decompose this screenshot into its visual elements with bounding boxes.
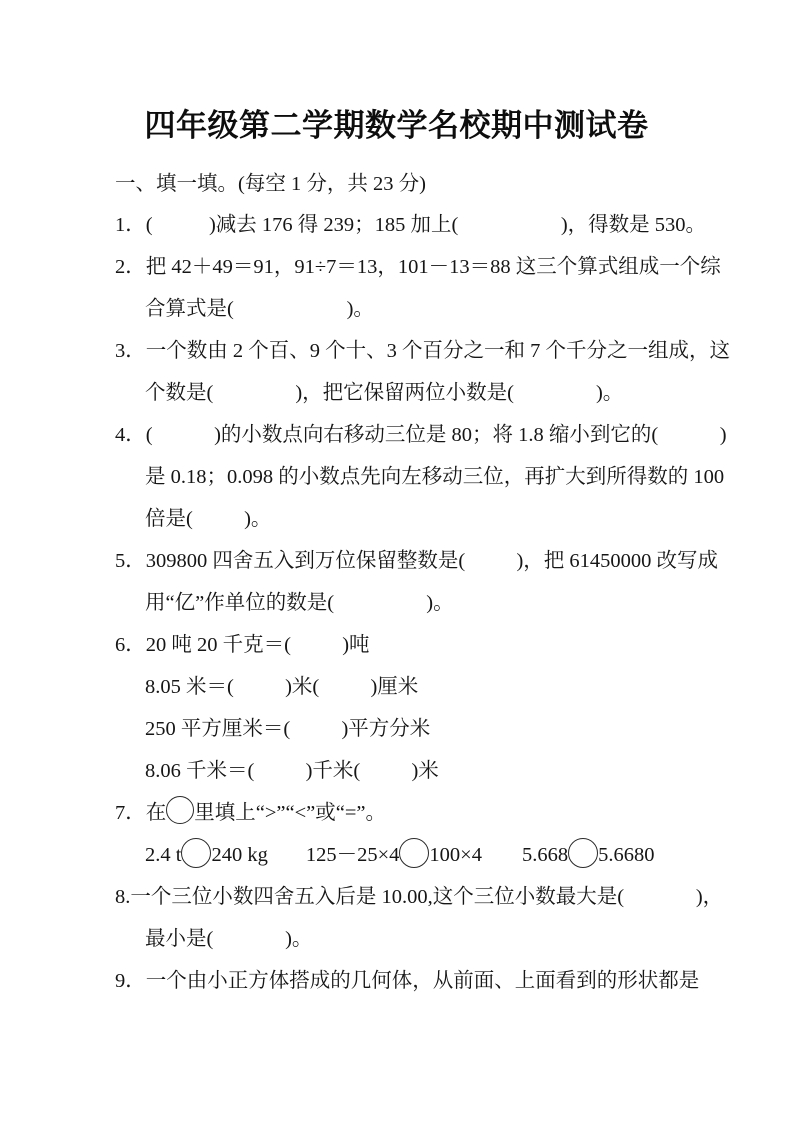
- question-6-line: [115, 624, 703, 666]
- question-4-line: [115, 456, 725, 498]
- question-4-line: [115, 414, 727, 456]
- question-6-line: [115, 708, 703, 750]
- question-text: 5．309800 四舍五入到万位保留整数是( )，把 61450000 改写成: [115, 550, 719, 572]
- question-text: 125－25×4: [305, 844, 400, 866]
- question-text: 240 kg: [211, 844, 268, 866]
- question-text: 个数是( )，把它保留两位小数是( )。: [145, 382, 624, 404]
- question-2-line: [115, 246, 721, 288]
- question-text: 8.05 米＝( )米( )厘米: [145, 676, 419, 698]
- question-text: 4．( )的小数点向右移动三位是 80；将 1.8 缩小到它的( ): [115, 424, 727, 446]
- comparison-circle: [166, 796, 194, 824]
- page-title: 四年级第二学期数学名校期中测试卷: [144, 108, 649, 143]
- question-text: 2.4 t: [145, 844, 182, 866]
- question-8-line: [115, 876, 724, 918]
- question-6-line: [115, 750, 703, 792]
- question-text: 最小是( )。: [145, 928, 313, 950]
- section-heading: 一、填一填。(每空 1 分，共 23 分): [115, 173, 426, 195]
- comparison-circle: [399, 838, 429, 868]
- question-1-line: [115, 204, 707, 246]
- question-2-line: [115, 288, 703, 330]
- question-text: 7．在: [115, 802, 167, 824]
- question-3-line: [115, 372, 703, 414]
- question-text: 里填上“>”“<”或“=”。: [194, 802, 387, 824]
- question-9-line: [115, 960, 703, 1002]
- question-4-line: [115, 498, 703, 540]
- question-7-line: [115, 792, 703, 834]
- question-text: 3．一个数由 2 个百、9 个十、3 个百分之一和 7 个千分之一组成，这: [115, 340, 730, 362]
- question-3-line: [115, 330, 730, 372]
- question-text: 2．把 42＋49＝91，91÷7＝13，101－13＝88 这三个算式组成一个综: [115, 256, 721, 278]
- question-text: 用“亿”作单位的数是( )。: [145, 592, 454, 614]
- comparison-circle: [181, 838, 211, 868]
- question-text: 8.一个三位小数四舍五入后是 10.00,这个三位小数最大是( )，: [115, 886, 724, 908]
- question-text: 是 0.18；0.098 的小数点先向左移动三位，再扩大到所得数的 100: [145, 466, 725, 488]
- question-text: 倍是( )。: [145, 508, 272, 530]
- question-text: 1．( )减去 176 得 239；185 加上( )，得数是 530。: [115, 214, 707, 236]
- question-8-line: [115, 918, 703, 960]
- question-text: 5.6680: [598, 844, 655, 866]
- questions: [115, 204, 730, 1002]
- spacer: [482, 860, 522, 861]
- question-5-line: [115, 540, 719, 582]
- question-text: 250 平方厘米＝( )平方分米: [145, 718, 431, 740]
- question-5-line: [115, 582, 703, 624]
- question-text: 5.668: [521, 844, 569, 866]
- question-text: 6．20 吨 20 千克＝( )吨: [115, 634, 370, 656]
- question-7-line: [115, 834, 703, 876]
- question-text: 9．一个由小正方体搭成的几何体，从前面、上面看到的形状都是: [115, 970, 700, 992]
- question-text: 合算式是( )。: [145, 298, 374, 320]
- question-text: 8.06 千米＝( )千米( )米: [145, 760, 439, 782]
- question-6-line: [115, 666, 703, 708]
- spacer: [268, 860, 306, 861]
- comparison-circle: [568, 838, 598, 868]
- question-text: 100×4: [429, 844, 482, 866]
